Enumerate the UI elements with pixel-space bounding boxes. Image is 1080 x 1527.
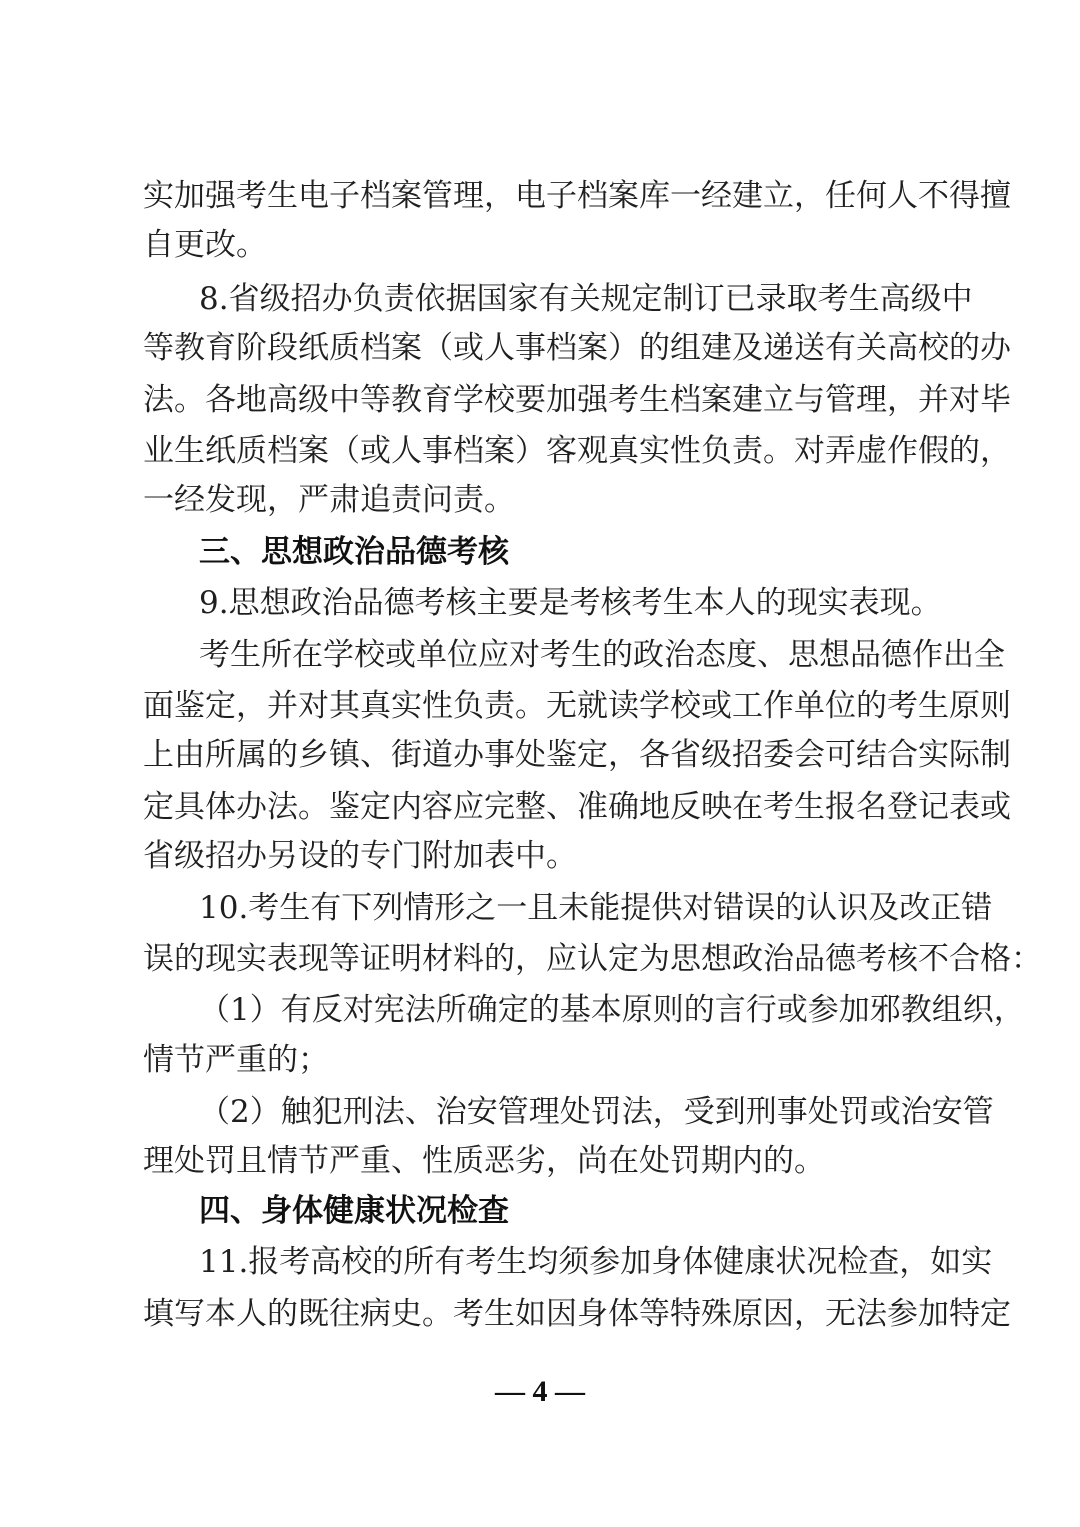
body-text-line: 8.省级招办负责依据国家有关规定制订已录取考生高级中	[199, 281, 973, 317]
body-text-line: 9.思想政治品德考核主要是考核考生本人的现实表现。	[199, 585, 942, 621]
body-text-line: 面鉴定，并对其真实性负责。无就读学校或工作单位的考生原则	[143, 688, 1011, 724]
body-text-line: 填写本人的既往病史。考生如因身体等特殊原因，无法参加特定	[143, 1296, 1011, 1332]
list-item-line: 理处罚且情节严重、性质恶劣，尚在处罚期内的。	[143, 1143, 825, 1179]
body-text-line: 11.报考高校的所有考生均须参加身体健康状况检查，如实	[199, 1244, 993, 1280]
body-text-line: 误的现实表现等证明材料的，应认定为思想政治品德考核不合格：	[143, 941, 1042, 977]
list-item-line: 情节严重的；	[143, 1042, 329, 1078]
body-text-line: 业生纸质档案（或人事档案）客观真实性负责。对弄虚作假的，	[143, 433, 1011, 469]
section-heading: 四、身体健康状况检查	[199, 1193, 509, 1229]
body-text-line: 省级招办另设的专门附加表中。	[143, 838, 577, 874]
list-item-line: （2）触犯刑法、治安管理处罚法，受到刑事处罚或治安管	[199, 1094, 994, 1130]
body-text-line: 自更改。	[143, 227, 267, 263]
list-item-line: （1）有反对宪法所确定的基本原则的言行或参加邪教组织，	[199, 992, 1025, 1028]
body-text-line: 等教育阶段纸质档案（或人事档案）的组建及递送有关高校的办	[143, 330, 1011, 366]
page-number: — 4 —	[495, 1375, 585, 1408]
body-text-line: 法。各地高级中等教育学校要加强考生档案建立与管理，并对毕	[143, 382, 1011, 418]
section-heading: 三、思想政治品德考核	[199, 534, 509, 570]
body-text-line: 10.考生有下列情形之一且未能提供对错误的认识及改正错	[199, 890, 993, 926]
body-text-line: 定具体办法。鉴定内容应完整、准确地反映在考生报名登记表或	[143, 789, 1011, 825]
body-text-line: 实加强考生电子档案管理，电子档案库一经建立，任何人不得擅	[143, 178, 1011, 214]
body-text-line: 考生所在学校或单位应对考生的政治态度、思想品德作出全	[199, 637, 1005, 673]
body-text-line: 一经发现，严肃追责问责。	[143, 482, 515, 518]
body-text-line: 上由所属的乡镇、街道办事处鉴定，各省级招委会可结合实际制	[143, 737, 1011, 773]
